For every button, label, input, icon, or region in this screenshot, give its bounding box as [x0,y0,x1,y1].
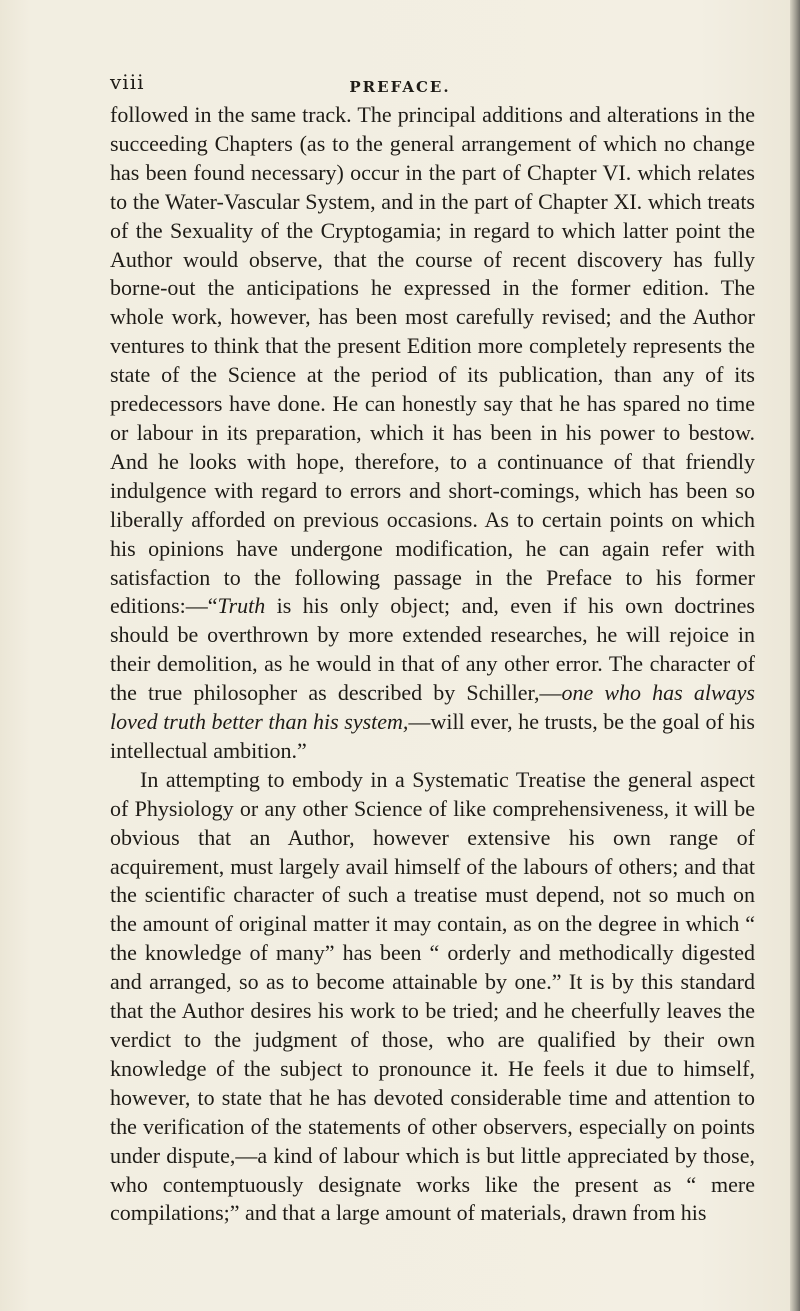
paragraph-2: In attempting to embody in a Systematic Treatise the general aspect of Physiology or any other Science of like comprehensiveness, it will be obvious that an Author, however extensive his own range of acquirement, must largely avail himself of the labours of others; and that the scientific character of such a treatise must depend, not so much on the amount of original matter it may contain, as on the degree in which “ the knowledge of many” has been “ orderly and methodically digested and arranged, so as to become attainable by one.” It is by this standard that the Author desires his work to be tried; and he cheerfully leaves the verdict to the judgment of those, who are qualified by their own knowledge of the subject to pronounce it. He feels it due to himself, however, to state that he has devoted considerable time and attention to the verification of the statements of other observers, especially on points under dispute,—a kind of labour which is but little appreciated by those, who contemptuously designate works like the present as “ mere compilations;” and that a large amount of materials, drawn from his [110,766,755,1226]
paragraph-1: followed in the same track. The principal additions and alterations in the succeeding Chapters (as to the general arrangement of which no change has been found necessary) occur in the part of Chapter VI. which relates to the Water-Vascular System, and in the part of Chapter XI. which treats of the Sexuality of the Cryptogamia; in regard to which latter point the Author would observe, that the course of recent discovery has fully borne-out the anticipations he expressed in the former edition. The whole work, however, has been most carefully revised; and the Author ventures to think that the present Edition more completely represents the state of the Science at the period of its publication, than any of its predecessors have done. He can honestly say that he has spared no time or labour in its preparation, which it has been in his power to bestow. And he looks with hope, therefore, to a continuance of that friendly indulgence with regard to errors and short-comings, which has been so liberally afforded on previous occasions. As to certain points on which his opinions have undergone modification, he can again refer with satisfaction to the following passage in the Preface to his former editions:—“Truth is his only object; and, even if his own doctrines should be overthrown by more extended researches, he will rejoice in their demolition, as he would in that of any other error. The character of the true philosopher as described by Schiller,—one who has always loved truth better than his system,—will ever, he trusts, be the goal of his intellectual ambition.” [110,102,755,763]
page-number: viii [110,70,145,94]
page-edge [790,0,800,1311]
body-text [110,101,755,1228]
running-head: PREFACE. [349,78,451,96]
